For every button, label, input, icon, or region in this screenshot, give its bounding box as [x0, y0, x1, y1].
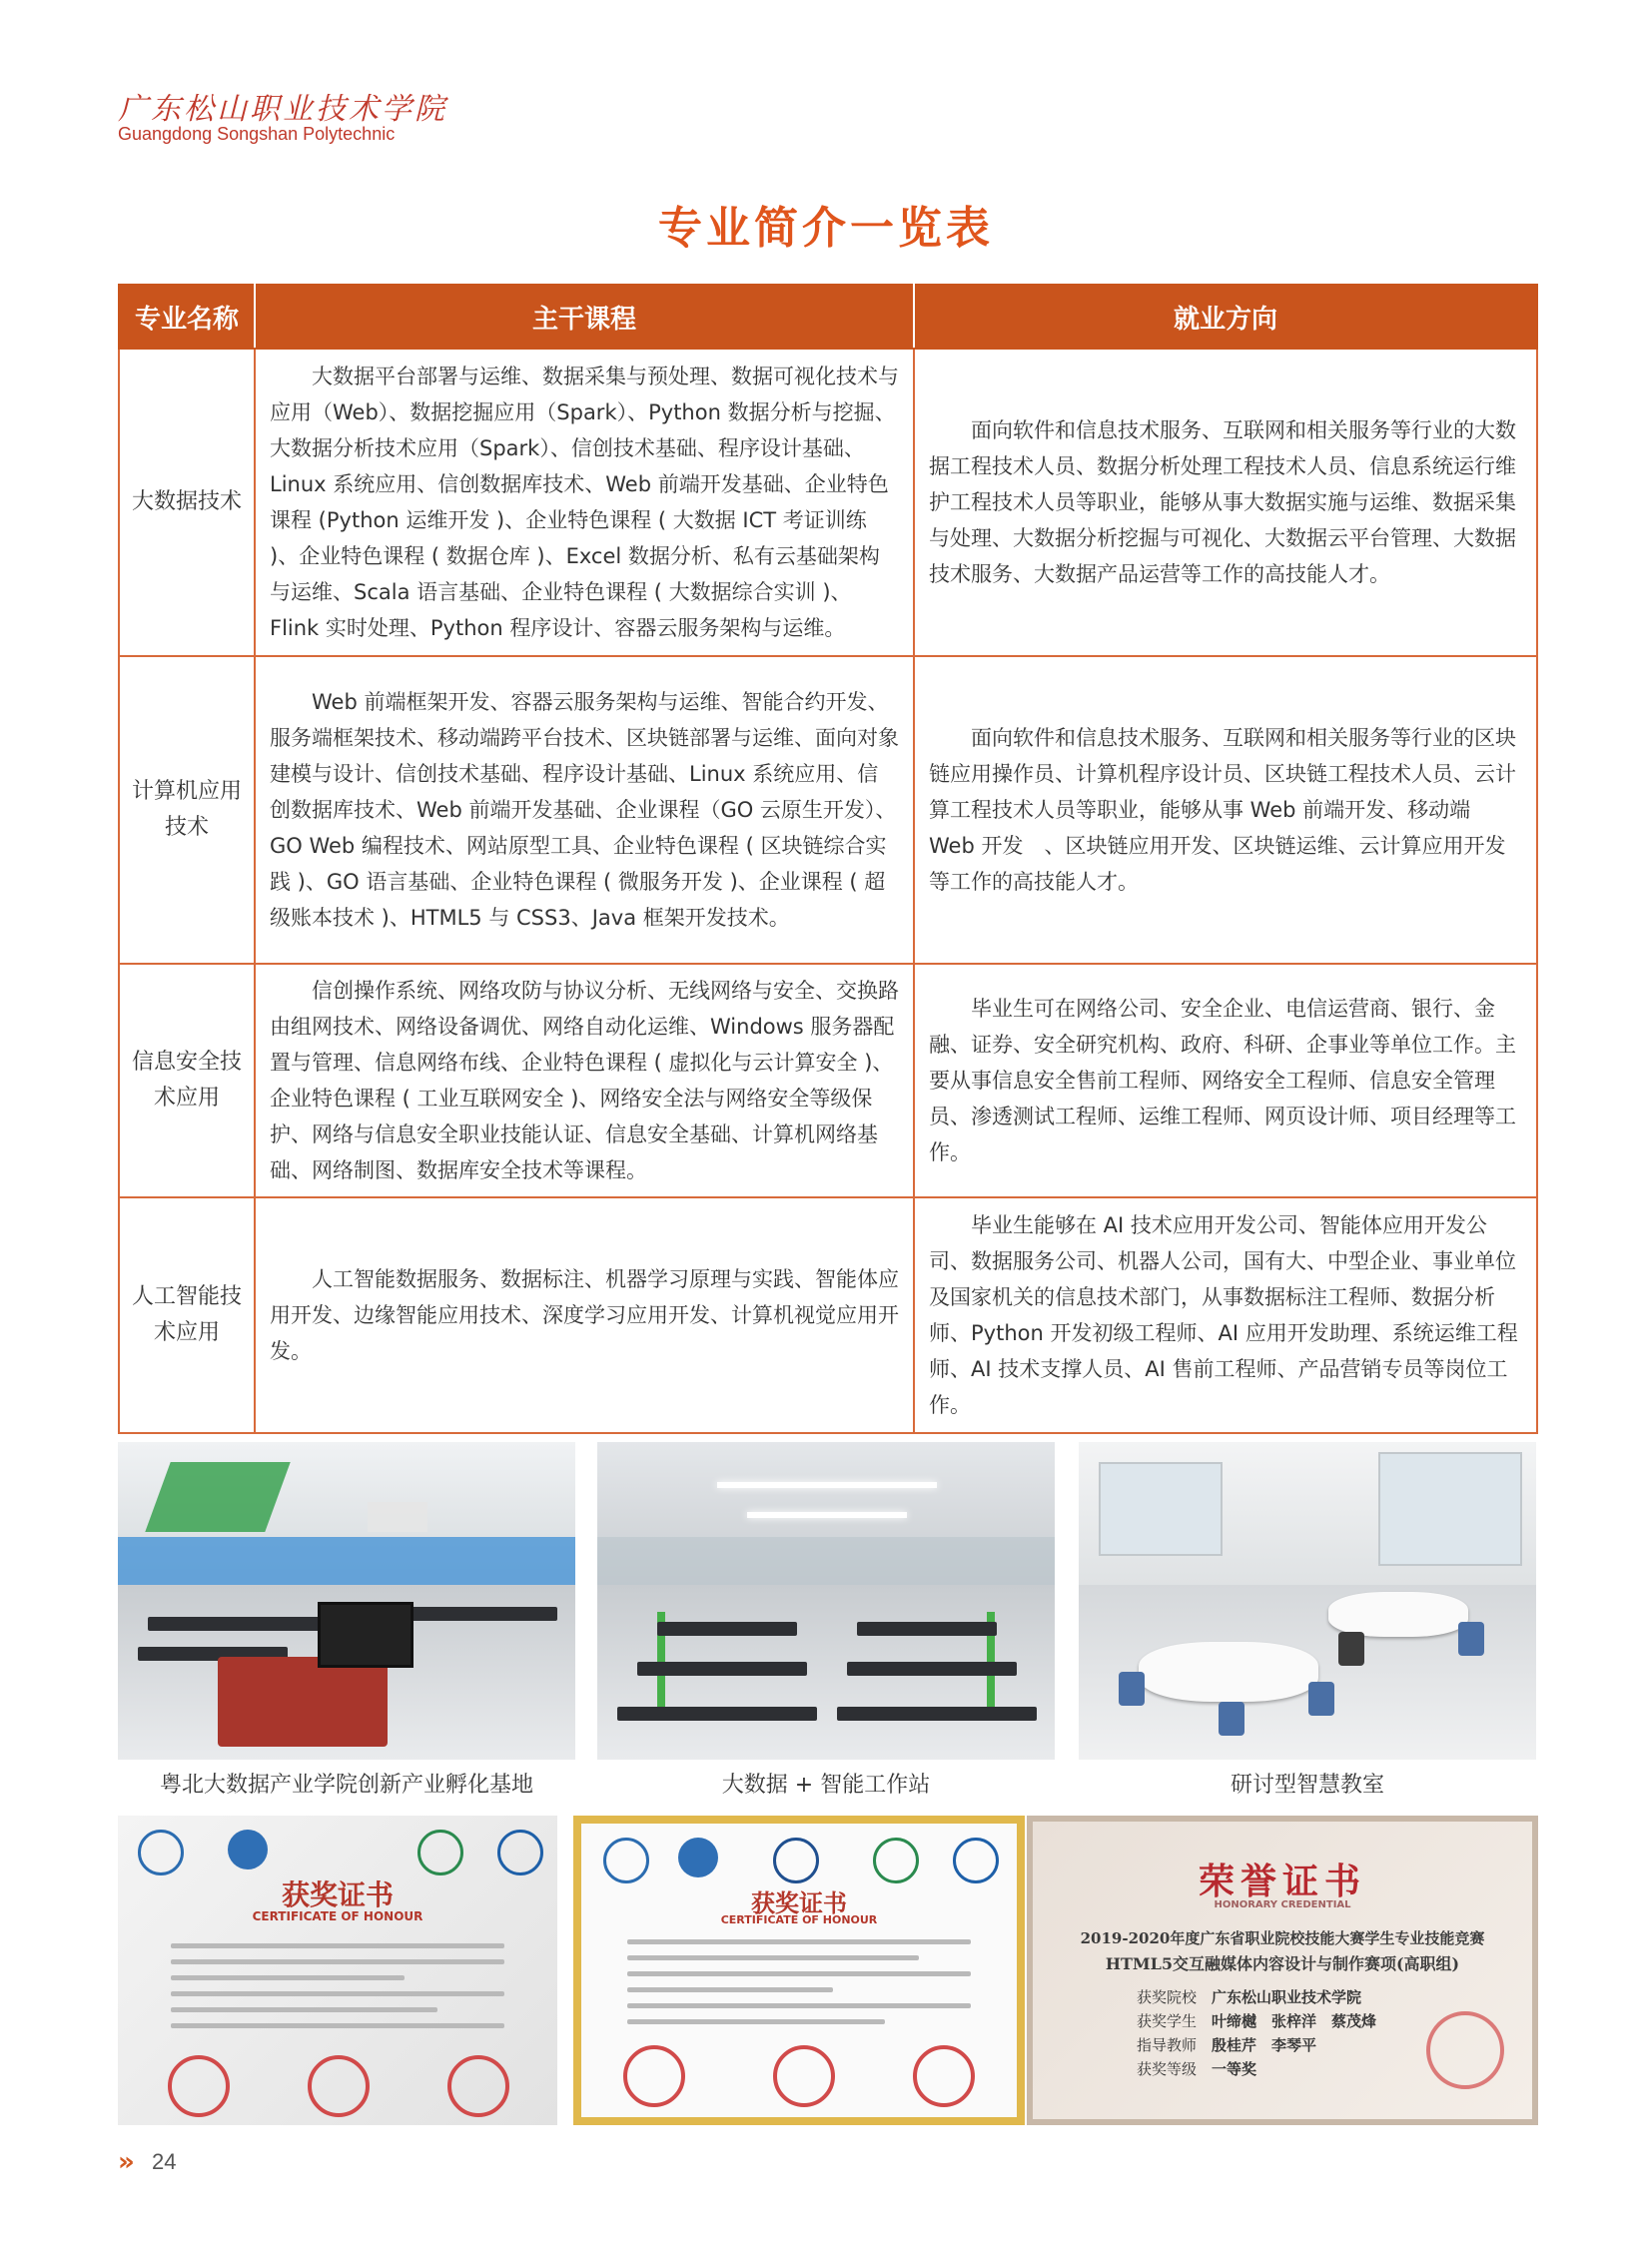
major-name: 人工智能技术应用 [119, 1197, 255, 1433]
certificate-title: 获奖证书 [751, 1889, 847, 1917]
major-courses: 信创操作系统、网络攻防与协议分析、无线网络与安全、交换路由组网技术、网络设备调优、网络自动化运维、Windows 服务器配置与管理、信息网络布线、企业特色课程 ( 虚拟化与云计算安全 )、企业特色课程 ( 工业互联网安全 )、网络安全法与网络安全等级保护、网络与信息安全职业技能认证、信息安全基础、计算机网络基础、网络制图、数据库安全技术等课程。 [255, 964, 914, 1197]
major-name: 信息安全技术应用 [119, 964, 255, 1197]
photo-caption: 研讨型智慧教室 [1230, 1773, 1384, 1798]
major-career: 面向软件和信息技术服务、互联网和相关服务等行业的大数据工程技术人员、数据分析处理工程技术人员、信息系统运行维护工程技术人员等职业，能够从事大数据实施与运维、数据采集与处理、大数据分析挖掘与可视化、大数据云平台管理、大数据技术服务、大数据产品运营等工作的高技能人才。 [914, 349, 1537, 656]
certificate-field: 获奖等级 一等奖 [1137, 2060, 1257, 2078]
certificate-subtitle: CERTIFICATE OF HONOUR [252, 1909, 423, 1923]
table-row [119, 656, 1537, 964]
certificate-title: 获奖证书 [281, 1878, 394, 1911]
certificate-brics-1 [118, 1816, 557, 2125]
certificate-line1: 2019-2020年度广东省职业院校技能大赛学生专业技能竞赛 [1080, 1929, 1485, 1947]
major-name: 计算机应用技术 [119, 656, 255, 964]
certificate-line2: HTML5交互融媒体内容设计与制作赛项(高职组) [1105, 1954, 1460, 1973]
certificate-field: 获奖院校 广东松山职业技术学院 [1137, 1988, 1362, 2006]
header-courses: 主干课程 [255, 285, 914, 349]
page-number: 24 [152, 2149, 177, 2174]
photo-caption: 粤北大数据产业学院创新产业孵化基地 [159, 1773, 533, 1798]
table-header-row [119, 285, 1537, 349]
table-row [119, 964, 1537, 1197]
certificate-field: 获奖学生 叶缔樾 张梓洋 蔡茂烽 [1137, 2012, 1377, 2030]
footer-arrow-icon: » [118, 2147, 135, 2177]
page-title: 专业简介一览表 [658, 203, 994, 254]
certificate-field: 指导教师 殷桂芹 李琴平 [1137, 2036, 1317, 2054]
photo-smart-classroom [1079, 1442, 1536, 1760]
header-career: 就业方向 [914, 285, 1537, 349]
certificate-honorary [1027, 1816, 1538, 2125]
table-row [119, 1197, 1537, 1433]
major-name: 大数据技术 [119, 349, 255, 656]
major-courses: Web 前端框架开发、容器云服务架构与运维、智能合约开发、服务端框架技术、移动端跨平台技术、区块链部署与运维、面向对象建模与设计、信创技术基础、程序设计基础、Linux 系统应用、信创数据库技术、Web 前端开发基础、企业课程（GO 云原生开发）、GO Web 编程技术、网站原型工具、企业特色课程 ( 区块链综合实践 )、GO 语言基础、企业特色课程 ( 微服务开发 )、企业课程 ( 超级账本技术 )、HTML5 与 CSS3、Java 框架开发技术。 [255, 656, 914, 964]
photo-incubation-base [118, 1442, 575, 1760]
photo-caption: 大数据 + 智能工作站 [721, 1773, 931, 1798]
major-courses: 人工智能数据服务、数据标注、机器学习原理与实践、智能体应用开发、边缘智能应用技术、深度学习应用开发、计算机视觉应用开发。 [255, 1197, 914, 1433]
logo-chinese: 广东松山职业技术学院 [118, 92, 447, 127]
certificate-subtitle: HONORARY CREDENTIAL [1214, 1899, 1351, 1910]
major-career: 毕业生可在网络公司、安全企业、电信运营商、银行、金融、证券、安全研究机构、政府、科研、企事业等单位工作。主要从事信息安全售前工程师、网络安全工程师、信息安全管理员、渗透测试工程师、运维工程师、网页设计师、项目经理等工作。 [914, 964, 1537, 1197]
logo-english: Guangdong Songshan Polytechnic [118, 124, 396, 144]
majors-table [118, 284, 1538, 1434]
header-major-name: 专业名称 [119, 285, 255, 349]
certificate-subtitle: CERTIFICATE OF HONOUR [720, 1913, 878, 1926]
certificate-brics-2 [573, 1816, 1025, 2125]
certificate-title: 荣誉证书 [1198, 1862, 1366, 1902]
major-career: 面向软件和信息技术服务、互联网和相关服务等行业的区块链应用操作员、计算机程序设计员、区块链工程技术人员、云计算工程技术人员等职业，能够从事 Web 前端开发、移动端 Web 开发 、区块链应用开发、区块链运维、云计算应用开发等工作的高技能人才。 [914, 656, 1537, 964]
major-courses: 大数据平台部署与运维、数据采集与预处理、数据可视化技术与应用（Web）、数据挖掘应用（Spark）、Python 数据分析与挖掘、大数据分析技术应用（Spark）、信创技术基础、程序设计基础、Linux 系统应用、信创数据库技术、Web 前端开发基础、企业特色课程 (Python 运维开发 )、企业特色课程 ( 大数据 ICT 考证训练 )、企业特色课程 ( 数据仓库 )、Excel 数据分析、私有云基础架构与运维、Scala 语言基础、企业特色课程 ( 大数据综合实训 )、Flink 实时处理、Python 程序设计、容器云服务架构与运维。 [255, 349, 914, 656]
table-row [119, 349, 1537, 656]
major-career: 毕业生能够在 AI 技术应用开发公司、智能体应用开发公司、数据服务公司、机器人公司，国有大、中型企业、事业单位及国家机关的信息技术部门，从事数据标注工程师、数据分析师、Python 开发初级工程师、AI 应用开发助理、系统运维工程师、AI 技术支撑人员、AI 售前工程师、产品营销专员等岗位工作。 [914, 1197, 1537, 1433]
photo-smart-workstation [597, 1442, 1055, 1760]
